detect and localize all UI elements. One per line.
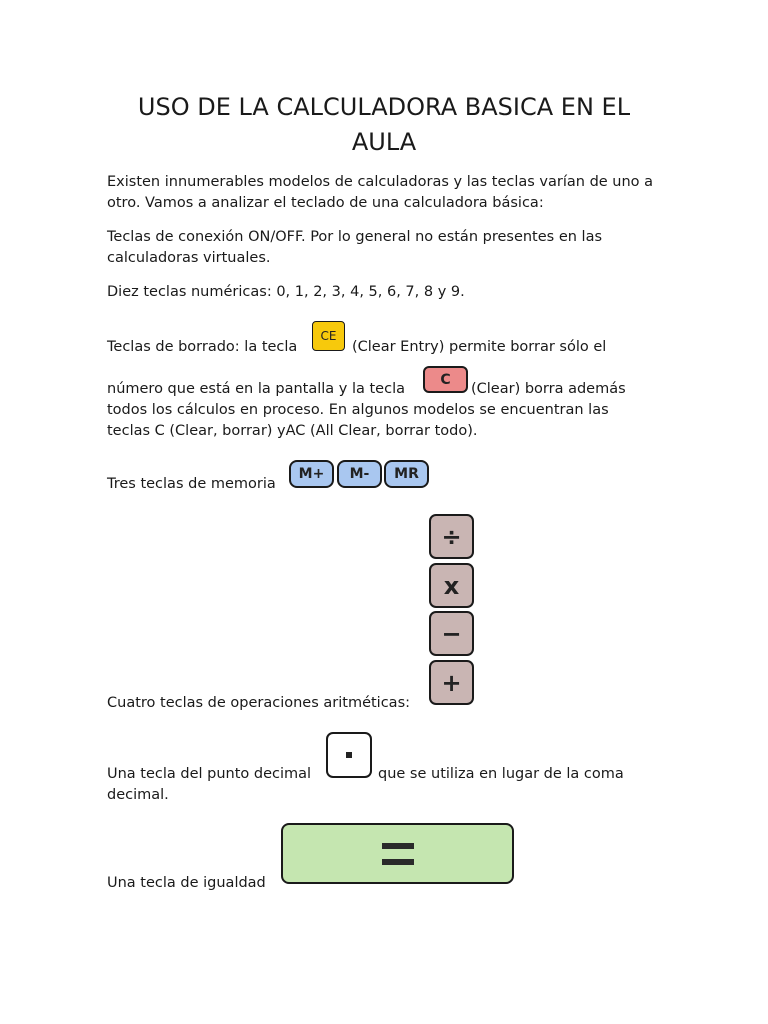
erase-text-3: número que está en la pantalla y la tecla	[107, 381, 405, 397]
memory-minus-key: M-	[337, 460, 382, 488]
memory-text: Tres teclas de memoria	[107, 476, 276, 492]
decimal-point-icon	[346, 752, 352, 758]
memory-plus-key: M+	[289, 460, 334, 488]
memory-recall-key: MR	[384, 460, 429, 488]
decimal-text-3: decimal.	[107, 787, 169, 803]
decimal-text-1: Una tecla del punto decimal	[107, 766, 312, 782]
decimal-text-2: que se utiliza en lugar de la coma	[378, 766, 624, 782]
add-key: +	[429, 660, 474, 705]
decimal-point-key	[326, 732, 372, 778]
ce-key: CE	[312, 321, 345, 351]
equals-icon	[382, 843, 414, 865]
operations-text: Cuatro teclas de operaciones aritméticas:	[107, 695, 411, 711]
erase-text-1a: Teclas de borrado: la tecla	[107, 339, 298, 355]
subtract-key: −	[429, 611, 474, 656]
erase-text-4: (Clear) borra además	[471, 381, 626, 397]
multiply-key: x	[429, 563, 474, 608]
numeric-keys-text: Diez teclas numéricas: 0, 1, 2, 3, 4, 5, 6, 7, 8 y 9.	[107, 284, 465, 300]
erase-text-1	[107, 337, 297, 358]
erase-text-6: teclas C (Clear, borrar) yAC (All Clear, borrar todo).	[107, 423, 478, 439]
divide-key: ÷	[429, 514, 474, 559]
c-key: C	[423, 366, 468, 393]
onoff-paragraph: Teclas de conexión ON/OFF. Por lo general no están presentes en las calculadoras virtuales.	[107, 229, 603, 266]
intro-paragraph: Existen innumerables modelos de calculadoras y las teclas varían de uno a otro. Vamos a analizar el teclado de una calculadora básica:	[107, 174, 654, 211]
erase-text-2: (Clear Entry) permite borrar sólo el	[352, 339, 607, 355]
page-title: USO DE LA CALCULADORA BASICA EN EL AULA	[137, 93, 631, 156]
equals-text: Una tecla de igualdad	[107, 875, 266, 891]
equals-key	[281, 823, 514, 884]
erase-text-5: todos los cálculos en proceso. En algunos modelos se encuentran las	[107, 402, 609, 418]
